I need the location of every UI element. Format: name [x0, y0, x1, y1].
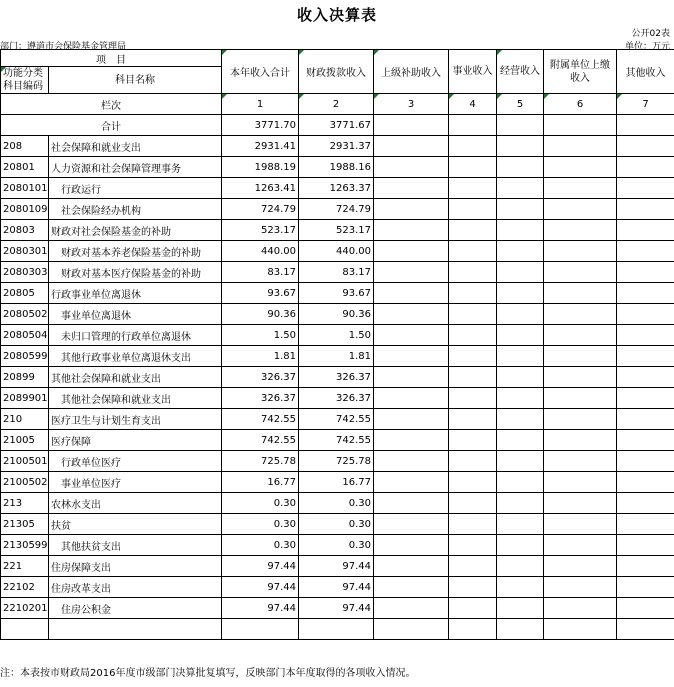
- empty-cell: [374, 283, 449, 304]
- empty-cell: [374, 535, 449, 556]
- empty-cell: [374, 577, 449, 598]
- table-row: [1, 514, 674, 535]
- empty-cell: [449, 304, 497, 325]
- subject-name: 行政事业单位离退休: [49, 283, 222, 304]
- empty-cell: [544, 241, 617, 262]
- subject-code: 2210201: [1, 598, 49, 619]
- unit-label: 单位：万元: [624, 42, 670, 52]
- empty-cell: [497, 241, 544, 262]
- total-income-value: 97.44: [222, 598, 299, 619]
- empty-cell: [374, 157, 449, 178]
- table-row: [1, 325, 674, 346]
- empty-cell: [449, 493, 497, 514]
- empty-cell: [544, 535, 617, 556]
- empty-cell: [617, 220, 674, 241]
- table-row: [1, 367, 674, 388]
- empty-cell: [449, 577, 497, 598]
- total-income-value: 523.17: [222, 220, 299, 241]
- empty-cell: [617, 619, 674, 640]
- total-value-2: 3771.67: [299, 115, 374, 136]
- empty-cell: [544, 346, 617, 367]
- subject-code: 20803: [1, 220, 49, 241]
- department-label: 部门：遵道市会保险基金管理局: [0, 42, 127, 52]
- subject-code: 2100501: [1, 451, 49, 472]
- empty-cell: [617, 136, 674, 157]
- total-income-value: 440.00: [222, 241, 299, 262]
- fiscal-appropriation-value: 725.78: [299, 451, 374, 472]
- subject-code: 22102: [1, 577, 49, 598]
- fiscal-appropriation-value: 97.44: [299, 577, 374, 598]
- fiscal-appropriation-value: 523.17: [299, 220, 374, 241]
- empty-cell: [374, 430, 449, 451]
- total-income-value: 1.50: [222, 325, 299, 346]
- table-row: [1, 346, 674, 367]
- empty-cell: [497, 262, 544, 283]
- subject-name: 事业单位医疗: [49, 472, 222, 493]
- header-col-1: 本年收入合计: [222, 50, 299, 94]
- empty-cell: [544, 598, 617, 619]
- subject-code: 2100502: [1, 472, 49, 493]
- fiscal-appropriation-value: 1988.16: [299, 157, 374, 178]
- total-label: 合计: [1, 115, 222, 136]
- index-num-1: 1: [222, 94, 299, 115]
- header-code: 功能分类 科目编码: [1, 67, 49, 94]
- empty-cell: [449, 598, 497, 619]
- subject-code: 20899: [1, 367, 49, 388]
- empty-cell: [449, 178, 497, 199]
- fiscal-appropriation-value: 93.67: [299, 283, 374, 304]
- index-num-5: 5: [497, 94, 544, 115]
- table-row: [1, 409, 674, 430]
- fiscal-appropriation-value: 1.50: [299, 325, 374, 346]
- header-col-2: 财政拨款收入: [299, 50, 374, 94]
- empty-cell: [449, 430, 497, 451]
- empty-cell: [544, 493, 617, 514]
- empty-cell: [544, 325, 617, 346]
- empty-cell: [374, 178, 449, 199]
- empty-cell: [497, 325, 544, 346]
- subject-code: 210: [1, 409, 49, 430]
- fiscal-appropriation-value: 83.17: [299, 262, 374, 283]
- fiscal-appropriation-value: 97.44: [299, 598, 374, 619]
- total-income-value: 326.37: [222, 367, 299, 388]
- fiscal-appropriation-value: 1263.37: [299, 178, 374, 199]
- empty-cell: [374, 472, 449, 493]
- empty-cell: [497, 283, 544, 304]
- fiscal-appropriation-value: 0.30: [299, 493, 374, 514]
- empty-cell: [544, 556, 617, 577]
- subject-name: 财政对社会保险基金的补助: [49, 220, 222, 241]
- empty-cell: [617, 598, 674, 619]
- empty-cell: [449, 367, 497, 388]
- subject-name: 社会保障和就业支出: [49, 136, 222, 157]
- total-income-value: 1.81: [222, 346, 299, 367]
- empty-cell: [449, 346, 497, 367]
- empty-cell: [617, 262, 674, 283]
- header-name: 科目名称: [49, 67, 222, 94]
- subject-name: 住房保障支出: [49, 556, 222, 577]
- subject-name: 事业单位离退休: [49, 304, 222, 325]
- total-income-value: 16.77: [222, 472, 299, 493]
- empty-cell: [544, 115, 617, 136]
- fiscal-appropriation-value: 326.37: [299, 388, 374, 409]
- empty-cell: [544, 157, 617, 178]
- total-income-value: 2931.41: [222, 136, 299, 157]
- subject-code: 213: [1, 493, 49, 514]
- empty-cell: [544, 388, 617, 409]
- empty-cell: [544, 430, 617, 451]
- empty-cell: [617, 115, 674, 136]
- total-income-value: 1263.41: [222, 178, 299, 199]
- empty-cell: [449, 157, 497, 178]
- empty-cell: [374, 115, 449, 136]
- subject-name: 住房改革支出: [49, 577, 222, 598]
- empty-cell: [617, 535, 674, 556]
- subject-code: 2080502: [1, 304, 49, 325]
- index-num-4: 4: [449, 94, 497, 115]
- empty-cell: [374, 388, 449, 409]
- blank-row: [1, 619, 674, 640]
- empty-cell: [449, 556, 497, 577]
- total-income-value: 83.17: [222, 262, 299, 283]
- table-row: [1, 136, 674, 157]
- empty-cell: [544, 577, 617, 598]
- empty-cell: [374, 262, 449, 283]
- total-income-value: 724.79: [222, 199, 299, 220]
- total-income-value: 0.30: [222, 514, 299, 535]
- subject-name: 人力资源和社会保障管理事务: [49, 157, 222, 178]
- subject-code: 2130599: [1, 535, 49, 556]
- fiscal-appropriation-value: 326.37: [299, 367, 374, 388]
- subject-code: 20801: [1, 157, 49, 178]
- header-col-3: 上级补助收入: [374, 50, 449, 94]
- subject-code: 20805: [1, 283, 49, 304]
- table-row: [1, 451, 674, 472]
- empty-cell: [544, 451, 617, 472]
- empty-cell: [374, 598, 449, 619]
- empty-cell: [544, 220, 617, 241]
- empty-cell: [374, 451, 449, 472]
- empty-cell: [374, 409, 449, 430]
- empty-cell: [617, 577, 674, 598]
- subject-name: 社会保险经办机构: [49, 199, 222, 220]
- empty-cell: [497, 619, 544, 640]
- table-row: [1, 241, 674, 262]
- subject-name: 住房公积金: [49, 598, 222, 619]
- empty-cell: [544, 199, 617, 220]
- empty-cell: [544, 178, 617, 199]
- subject-name: 财政对基本医疗保险基金的补助: [49, 262, 222, 283]
- empty-cell: [497, 556, 544, 577]
- total-income-value: 90.36: [222, 304, 299, 325]
- empty-cell: [617, 367, 674, 388]
- total-income-value: 0.30: [222, 535, 299, 556]
- empty-cell: [449, 325, 497, 346]
- empty-cell: [544, 136, 617, 157]
- header-item: 项 目: [1, 50, 222, 67]
- subject-name: 其他社会保障和就业支出: [49, 367, 222, 388]
- empty-cell: [374, 619, 449, 640]
- empty-cell: [497, 115, 544, 136]
- empty-cell: [374, 220, 449, 241]
- subject-name: 农林水支出: [49, 493, 222, 514]
- table-row: [1, 178, 674, 199]
- subject-code: 21305: [1, 514, 49, 535]
- fiscal-appropriation-value: 724.79: [299, 199, 374, 220]
- subject-code: 208: [1, 136, 49, 157]
- empty-cell: [497, 493, 544, 514]
- empty-cell: [449, 451, 497, 472]
- empty-cell: [449, 409, 497, 430]
- empty-cell: [617, 409, 674, 430]
- total-income-value: 725.78: [222, 451, 299, 472]
- fiscal-appropriation-value: 2931.37: [299, 136, 374, 157]
- header-col-5: 经营收入: [497, 50, 544, 94]
- empty-cell: [617, 283, 674, 304]
- empty-cell: [497, 430, 544, 451]
- empty-cell: [374, 241, 449, 262]
- empty-cell: [544, 367, 617, 388]
- empty-cell: [374, 304, 449, 325]
- empty-cell: [222, 619, 299, 640]
- table-row: [1, 472, 674, 493]
- empty-cell: [374, 136, 449, 157]
- total-income-value: 1988.19: [222, 157, 299, 178]
- fiscal-appropriation-value: 440.00: [299, 241, 374, 262]
- empty-cell: [449, 136, 497, 157]
- empty-cell: [449, 115, 497, 136]
- index-num-6: 6: [544, 94, 617, 115]
- income-table: [0, 49, 674, 640]
- index-num-2: 2: [299, 94, 374, 115]
- subject-code: 2080599: [1, 346, 49, 367]
- empty-cell: [497, 199, 544, 220]
- index-num-7: 7: [617, 94, 674, 115]
- fiscal-appropriation-value: 0.30: [299, 514, 374, 535]
- table-row: [1, 157, 674, 178]
- empty-cell: [617, 304, 674, 325]
- empty-cell: [497, 136, 544, 157]
- empty-cell: [617, 451, 674, 472]
- subject-code: 2080109: [1, 199, 49, 220]
- total-income-value: 93.67: [222, 283, 299, 304]
- subject-name: 医疗卫生与计划生育支出: [49, 409, 222, 430]
- subject-name: 其他行政事业单位离退休支出: [49, 346, 222, 367]
- table-row: [1, 199, 674, 220]
- empty-cell: [544, 472, 617, 493]
- fiscal-appropriation-value: 16.77: [299, 472, 374, 493]
- empty-cell: [544, 262, 617, 283]
- index-label: 栏次: [1, 94, 222, 115]
- header-col-7: 其他收入: [617, 50, 674, 94]
- footnote: 注：本表按市财政局2016年度市级部门决算批复填写，反映部门本年度取得的各项收入情况。: [0, 668, 416, 679]
- subject-code: 2080504: [1, 325, 49, 346]
- empty-cell: [497, 514, 544, 535]
- index-num-3: 3: [374, 94, 449, 115]
- table-row: [1, 220, 674, 241]
- empty-cell: [497, 157, 544, 178]
- subject-name: 财政对基本养老保险基金的补助: [49, 241, 222, 262]
- empty-cell: [49, 619, 222, 640]
- empty-cell: [617, 388, 674, 409]
- empty-cell: [449, 535, 497, 556]
- empty-cell: [1, 619, 49, 640]
- empty-cell: [374, 199, 449, 220]
- fiscal-appropriation-value: 0.30: [299, 535, 374, 556]
- total-income-value: 0.30: [222, 493, 299, 514]
- report-title: 收入决算表: [296, 6, 377, 24]
- total-income-value: 97.44: [222, 556, 299, 577]
- total-income-value: 326.37: [222, 388, 299, 409]
- table-row: [1, 283, 674, 304]
- table-row: [1, 598, 674, 619]
- subject-name: 行政运行: [49, 178, 222, 199]
- fiscal-appropriation-value: 97.44: [299, 556, 374, 577]
- empty-cell: [374, 556, 449, 577]
- empty-cell: [497, 472, 544, 493]
- empty-cell: [497, 220, 544, 241]
- empty-cell: [497, 598, 544, 619]
- empty-cell: [544, 304, 617, 325]
- table-row: [1, 430, 674, 451]
- subject-name: 扶贫: [49, 514, 222, 535]
- subject-code: 2080101: [1, 178, 49, 199]
- empty-cell: [374, 367, 449, 388]
- empty-cell: [449, 199, 497, 220]
- empty-cell: [617, 430, 674, 451]
- table-row: [1, 493, 674, 514]
- total-value-1: 3771.70: [222, 115, 299, 136]
- empty-cell: [299, 619, 374, 640]
- empty-cell: [449, 619, 497, 640]
- fiscal-appropriation-value: 90.36: [299, 304, 374, 325]
- empty-cell: [544, 283, 617, 304]
- empty-cell: [617, 493, 674, 514]
- empty-cell: [617, 556, 674, 577]
- subject-name: 其他扶贫支出: [49, 535, 222, 556]
- empty-cell: [374, 346, 449, 367]
- subject-name: 行政单位医疗: [49, 451, 222, 472]
- empty-cell: [449, 388, 497, 409]
- empty-cell: [374, 514, 449, 535]
- empty-cell: [617, 199, 674, 220]
- empty-cell: [617, 241, 674, 262]
- empty-cell: [497, 409, 544, 430]
- table-row: [1, 304, 674, 325]
- empty-cell: [497, 304, 544, 325]
- empty-cell: [374, 325, 449, 346]
- total-income-value: 742.55: [222, 430, 299, 451]
- empty-cell: [617, 157, 674, 178]
- subject-code: 221: [1, 556, 49, 577]
- empty-cell: [497, 346, 544, 367]
- empty-cell: [449, 514, 497, 535]
- total-income-value: 97.44: [222, 577, 299, 598]
- table-row: [1, 556, 674, 577]
- empty-cell: [544, 619, 617, 640]
- empty-cell: [497, 577, 544, 598]
- fiscal-appropriation-value: 1.81: [299, 346, 374, 367]
- subject-code: 2089901: [1, 388, 49, 409]
- empty-cell: [449, 472, 497, 493]
- table-row: [1, 535, 674, 556]
- empty-cell: [497, 367, 544, 388]
- empty-cell: [449, 220, 497, 241]
- empty-cell: [497, 451, 544, 472]
- empty-cell: [544, 514, 617, 535]
- empty-cell: [374, 493, 449, 514]
- empty-cell: [617, 514, 674, 535]
- empty-cell: [497, 388, 544, 409]
- table-row: [1, 577, 674, 598]
- header-col-4: 事业收入: [449, 50, 497, 94]
- empty-cell: [497, 535, 544, 556]
- subject-name: 未归口管理的行政单位离退休: [49, 325, 222, 346]
- subject-code: 21005: [1, 430, 49, 451]
- empty-cell: [497, 178, 544, 199]
- empty-cell: [617, 346, 674, 367]
- subject-code: 2080301: [1, 241, 49, 262]
- empty-cell: [449, 283, 497, 304]
- header-col-6: 附属单位上缴收入: [544, 50, 617, 94]
- empty-cell: [617, 325, 674, 346]
- table-row: [1, 262, 674, 283]
- form-number: 公开02表: [631, 29, 670, 39]
- empty-cell: [544, 409, 617, 430]
- total-row: [1, 115, 674, 136]
- fiscal-appropriation-value: 742.55: [299, 430, 374, 451]
- empty-cell: [449, 262, 497, 283]
- empty-cell: [617, 178, 674, 199]
- subject-name: 其他社会保障和就业支出: [49, 388, 222, 409]
- empty-cell: [617, 472, 674, 493]
- table-row: [1, 388, 674, 409]
- subject-name: 医疗保障: [49, 430, 222, 451]
- subject-code: 2080303: [1, 262, 49, 283]
- index-row: [1, 94, 674, 115]
- total-income-value: 742.55: [222, 409, 299, 430]
- fiscal-appropriation-value: 742.55: [299, 409, 374, 430]
- empty-cell: [449, 241, 497, 262]
